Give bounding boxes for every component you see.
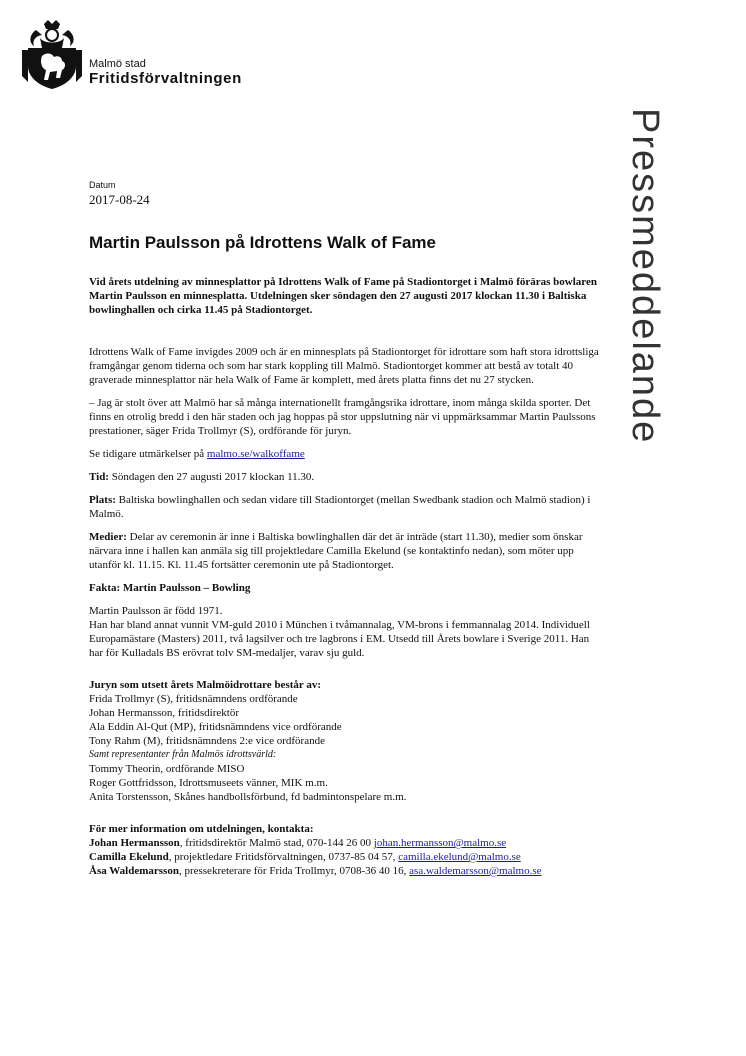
jury-member: Johan Hermansson, fritidsdirektör [89, 707, 239, 719]
contact-person [89, 850, 604, 864]
place-info [89, 493, 604, 521]
date-value: 2017-08-24 [89, 192, 150, 207]
paragraph-quote: – Jag är stolt över att Malmö har så många internationellt framgångsrika idrottare, inom många skilda sporter. Det finns en otrolig bredd i den här staden och jag hoppas på stor uppslutning när vi uppmärksammar Martin Paulssons prestationer, säger Frida Trollmyr (S), ordförande för juryn. [89, 397, 596, 437]
jury-heading-text: Juryn som utsett årets Malmöidrottare består av: [89, 679, 321, 691]
contact-email-link[interactable]: asa.waldemarsson@malmo.se [409, 865, 542, 877]
media-text: Delar av ceremonin är inne i Baltiska bowlinghallen där det är inträde (start 11.30), medier som önskar närvara inne i hallen kan anmäla sig till projektledare Camilla Ekelund (se kontaktinfo nedan), som möter upp utanför kl. 11.15. Kl. 11.45 fortsätter ceremonin ute på Stadiontorget. [89, 531, 583, 571]
time-label: Tid: [89, 471, 109, 483]
contact-email-link[interactable]: johan.hermansson@malmo.se [373, 837, 507, 849]
jury-heading [89, 678, 604, 692]
time-text: Söndagen den 27 augusti 2017 klockan 11.30. [108, 471, 315, 483]
contact-name: Johan Hermansson [89, 837, 180, 849]
facts-born: Martin Paulsson är född 1971. [89, 605, 223, 617]
jury-section [89, 678, 604, 804]
time-info [89, 470, 604, 484]
place-label: Plats: [89, 494, 116, 506]
lead-paragraph: Vid årets utdelning av minnesplattor på Idrottens Walk of Fame på Stadiontorget i Malmö föräras bowlaren Martin Paulsson en minnesplatta. Utdelningen sker söndagen den 27 augusti 2017 klockan 11.30 i Baltiska bowlinghallen och cirka 11.45 på Stadiontorget. [89, 276, 597, 316]
contact-email-link[interactable]: camilla.ekelund@malmo.se [398, 851, 521, 863]
jury-member: Frida Trollmyr (S), fritidsnämndens ordförande [89, 693, 298, 705]
contact-heading-text: För mer information om utdelningen, kontakta: [89, 823, 314, 835]
media-label: Medier: [89, 531, 127, 543]
media-info [89, 530, 604, 572]
facts-heading [89, 581, 604, 595]
contact-section [89, 822, 604, 878]
contact-details: , fritidsdirektör Malmö stad, 070-144 26 00 [179, 837, 374, 849]
jury-rep: Anita Torstensson, Skånes handbollsförbund, fd badmintonspelare m.m. [89, 791, 407, 803]
paragraph-intro: Idrottens Walk of Fame invigdes 2009 och är en minnesplats på Stadiontorget för idrottare som haft stora idrottsliga framgångar genom tiderna och som har stark koppling till Malmö. Stadiontorget kommer att bestå av totalt 40 graverade minnesplattor när hela Walk of Fame är komplett, med årets platta finns det nu 27 stycken. [89, 346, 599, 386]
contact-details: , pressekreterare för Frida Trollmyr, 0708-36 40 16, [178, 865, 410, 877]
contact-heading [89, 822, 604, 836]
jury-rep: Roger Gottfridsson, Idrottsmuseets vänner, MIK m.m. [89, 777, 328, 789]
jury-member: Tony Rahm (M), fritidsnämndens 2:e vice ordförande [89, 735, 325, 747]
contact-name: Camilla Ekelund [89, 851, 169, 863]
contact-person [89, 864, 604, 878]
jury-sub-heading: Samt representanter från Malmös idrottsvärld: [89, 749, 277, 760]
org-city: Malmö stad [89, 58, 146, 70]
malmo-coat-of-arms-logo [22, 20, 82, 90]
facts-heading-text: Fakta: Martin Paulsson – Bowling [89, 582, 251, 594]
contact-person [89, 836, 604, 850]
place-text: Baltiska bowlinghallen och sedan vidare till Stadiontorget (mellan Swedbank stadion och Malmö stadion) i Malmö. [89, 494, 591, 520]
see-also [89, 447, 604, 461]
org-name: Fritidsförvaltningen [89, 70, 242, 87]
jury-rep: Tommy Theorin, ordförande MISO [89, 763, 245, 775]
facts-text: Han har bland annat vunnit VM-guld 2010 i München i tvåmannalag, VM-brons i femmannalag 2014. Individuell Europamästare (Masters) 2011, två lagsilver och tre lagbrons i EM. Utsedd till Årets bowlare i Sverige 2011. Han har för Kulladals BS erövrat tolv SM-medaljer, varav sju guld. [89, 619, 590, 659]
griffin-crest-icon [22, 20, 82, 90]
date-label: Datum [89, 180, 116, 190]
jury-member: Ala Eddin Al-Qut (MP), fritidsnämndens vice ordförande [89, 721, 342, 733]
walkoffame-link[interactable]: malmo.se/walkoffame [206, 448, 305, 460]
contact-name: Åsa Waldemarsson [89, 865, 179, 877]
page-title: Martin Paulsson på Idrottens Walk of Fame [89, 233, 436, 252]
press-release-body [89, 180, 604, 878]
see-also-text: Se tidigare utmärkelser på [89, 448, 207, 460]
side-title-pressmeddelande: Pressmeddelande [624, 108, 666, 445]
contact-details: , projektledare Fritidsförvaltningen, 0737-85 04 57, [168, 851, 399, 863]
